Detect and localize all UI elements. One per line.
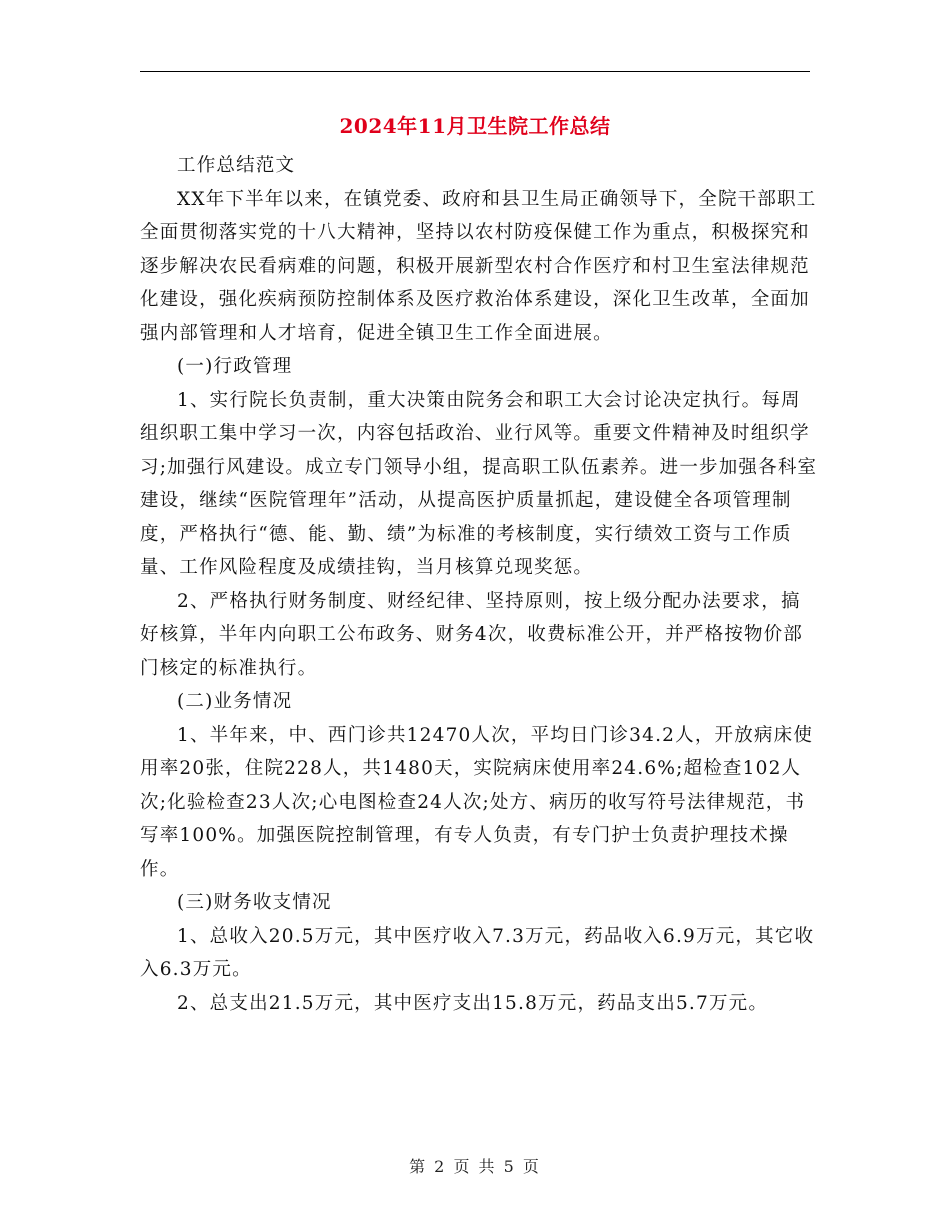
section-heading-finance: (三)财务收支情况 [177, 892, 332, 913]
page-number: 第 2 页 共 5 页 [409, 1157, 541, 1176]
document-title: 2024年11月卫生院工作总结 [339, 114, 611, 138]
admin-paragraph-2: 2、严格执行财务制度、财经纪律、坚持原则，按上级分配办法要求，搞好核算，半年内向职工公布政务、财务4次，收费标准公开，并严格按物价部门核定的标准执行。 [140, 590, 804, 679]
section-subtitle: 工作总结范文 [177, 155, 296, 176]
finance-paragraph-1: 1、总收入20.5万元，其中医疗收入7.3万元，药品收入6.9万元，其它收入6.3万元。 [140, 925, 815, 980]
admin-paragraph-1: 1、实行院长负责制，重大决策由院务会和职工大会讨论决定执行。每周组织职工集中学习一次，内容包括政治、业行风等。重要文件精神及时组织学习;加强行风建设。成立专门领导小组，提高职工队伍素养。进一步加强各科室建设，继续“医院管理年”活动，从提高医护质量抓起，建设健全各项管理制度，严格执行“德、能、勤、绩”为标准的考核制度，实行绩效工资与工作质量、工作风险程度及成绩挂钩，当月核算兑现奖惩。 [140, 389, 818, 578]
finance-paragraph-2: 2、总支出21.5万元，其中医疗支出15.8万元，药品支出5.7万元。 [177, 992, 769, 1014]
section-heading-business: (二)业务情况 [177, 691, 293, 712]
header-rule [140, 71, 810, 72]
business-paragraph-1: 1、半年来，中、西门诊共12470人次，平均日门诊34.2人，开放病床使用率20张，住院228人，共1480天，实院病床使用率24.6%;超检查102人次;化验检查23人次;心电图检查24人次;处方、病历的收写符号法律规范，书写率100%。加强医院控制管理，有专人负责，有专门护士负责护理技术操作。 [140, 724, 814, 880]
section-heading-admin: (一)行政管理 [177, 356, 293, 377]
document-body [140, 149, 820, 1020]
intro-paragraph: XX年下半年以来，在镇党委、政府和县卫生局正确领导下，全院干部职工全面贯彻落实党的十八大精神，坚持以农村防疫保健工作为重点，积极探究和逐步解决农民看病难的问题，积极开展新型农村合作医疗和村卫生室法律规范化建设，强化疾病预防控制体系及医疗救治体系建设，深化卫生改革，全面加强内部管理和人才培育，促进全镇卫生工作全面进展。 [140, 188, 817, 344]
